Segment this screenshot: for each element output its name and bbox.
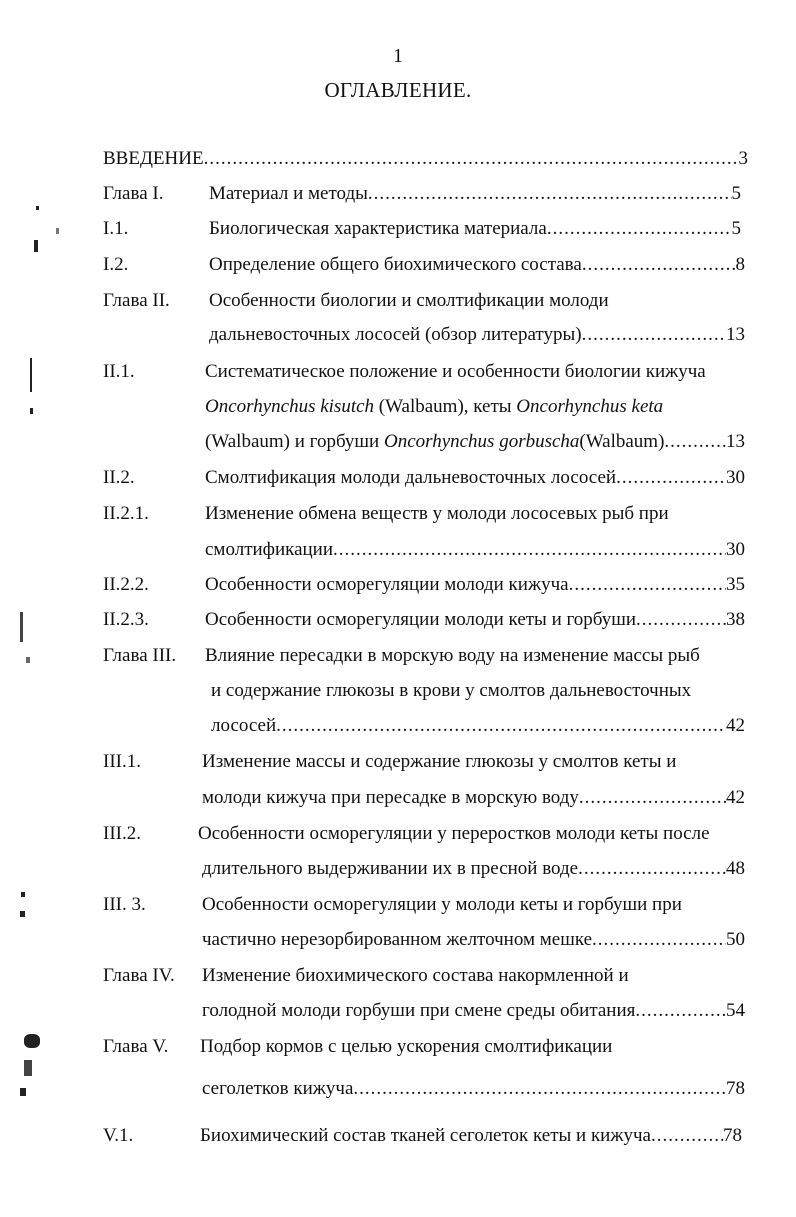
toc-entry-text-line3: [205, 429, 664, 455]
toc-page-number: 78: [726, 1078, 745, 1099]
toc-entry-text: Материал и методы: [209, 183, 368, 204]
leader-dots: [547, 216, 732, 242]
toc-entry-text: Систематическое положение и особенности биологии кижуча: [205, 361, 706, 382]
toc-entry-text: Подбор кормов с целью ускорения смолтификации: [200, 1036, 613, 1057]
leader-dots: [616, 465, 726, 491]
toc-entry-number: II.2.1.: [103, 503, 149, 524]
leader-dots: [636, 607, 726, 633]
leader-dots: [664, 429, 726, 455]
toc-entry-text: Особенности осморегуляции у молоди кеты и горбуши при: [202, 894, 682, 915]
toc-entry-text: Изменение массы и содержание глюкозы у смолтов кеты и: [202, 751, 677, 772]
toc-page-number: 3: [738, 148, 748, 169]
toc-entry-text: Определение общего биохимического состава: [209, 254, 582, 275]
toc-entry-text: Изменение биохимического состава накормленной и: [202, 965, 629, 986]
toc-page-number: 54: [726, 1000, 745, 1021]
species-name-kisutch: Oncorhynchus kisutch: [205, 396, 375, 417]
toc-entry-number: II.2.2.: [103, 574, 149, 595]
toc-entry-text-line2: сеголетков кижуча: [202, 1078, 354, 1099]
leader-dots: [578, 856, 726, 882]
leader-dots: [582, 252, 736, 278]
toc-page-number: 5: [731, 183, 741, 204]
leader-dots: [579, 785, 726, 811]
toc-entry-text-line3: лососей: [211, 715, 277, 736]
toc-page-number: 38: [726, 609, 745, 630]
toc-entry-number: V.1.: [103, 1125, 134, 1146]
toc-entry-text-line2: голодной молоди горбуши при смене среды обитания: [202, 1000, 636, 1021]
toc-entry-number: III. 3.: [103, 894, 146, 915]
toc-entry-number: Глава II.: [103, 290, 170, 311]
leader-dots: [651, 1123, 723, 1149]
toc-entry-text-line2: частично нерезорбированном желточном мешке: [202, 929, 593, 950]
leader-dots: [592, 927, 726, 953]
toc-entry-number: I.2.: [103, 254, 129, 275]
leader-dots: [333, 537, 726, 563]
toc-page-number: 42: [726, 787, 745, 808]
toc-entry-text-line2: дальневосточных лососей (обзор литературы): [209, 324, 582, 345]
toc-entry-number: Глава I.: [103, 183, 164, 204]
toc-entry-number: III.1.: [103, 751, 141, 772]
toc-entry-text: Смолтификация молоди дальневосточных лососей: [205, 467, 617, 488]
species-name-gorbuscha: Oncorhynchus gorbuscha: [383, 431, 580, 452]
toc-entry-number: I.1.: [103, 218, 129, 239]
toc-entry-text: Особенности осморегуляции молоди кижуча: [205, 574, 569, 595]
leader-dots: [569, 572, 726, 598]
toc-entry-number: Глава V.: [103, 1036, 169, 1057]
toc-page-number: 42: [726, 715, 745, 736]
toc-page-number: 30: [726, 467, 745, 488]
toc-entry-text: ВВЕДЕНИЕ: [103, 148, 204, 169]
toc-entry-text-line2: смолтификации: [205, 539, 334, 560]
toc-entry-text-line2: длительного выдерживании их в пресной воде: [202, 858, 579, 879]
toc-entry-number: II.2.: [103, 467, 135, 488]
leader-dots: [582, 322, 726, 348]
author-text: (Walbaum) и горбуши: [205, 431, 384, 452]
toc-entry-text: Биологическая характеристика материала: [209, 218, 547, 239]
toc-entry-number: II.1.: [103, 361, 135, 382]
leader-dots: [353, 1076, 726, 1102]
toc-page-number: 8: [735, 254, 745, 275]
toc-entry-text: Особенности осморегуляции молоди кеты и горбуши: [205, 609, 637, 630]
toc-entry-number: Глава III.: [103, 645, 177, 666]
toc-page-number: 78: [723, 1125, 742, 1146]
toc-entry-number: II.2.3.: [103, 609, 149, 630]
toc-page-number: 30: [726, 539, 745, 560]
toc-entry-text: Особенности биологии и смолтификации молоди: [209, 290, 609, 311]
author-text: (Walbaum), кеты: [374, 396, 517, 417]
toc-page-number: 35: [726, 574, 745, 595]
toc-page-number: 5: [731, 218, 741, 239]
species-name-keta: Oncorhynchus keta: [516, 396, 664, 417]
toc-entry-text: Влияние пересадки в морскую воду на изменение массы рыб: [205, 645, 700, 666]
page-title: ОГЛАВЛЕНИЕ.: [324, 78, 472, 102]
toc-entry-number: III.2.: [103, 823, 141, 844]
toc-entry-text-line2: и содержание глюкозы в крови у смолтов дальневосточных: [211, 680, 692, 701]
leader-dots: [204, 146, 739, 172]
toc-entry-text: Особенности осморегуляции у переростков молоди кеты после: [198, 823, 710, 844]
toc-page-number: 13: [726, 324, 745, 345]
toc-entry-number: Глава IV.: [103, 965, 175, 986]
toc-entry-text: Изменение обмена веществ у молоди лососевых рыб при: [205, 503, 669, 524]
toc-entry-text: Биохимический состав тканей сеголеток кеты и кижуча: [200, 1125, 651, 1146]
toc-entry-text-line2: [205, 394, 663, 420]
leader-dots: [368, 181, 732, 207]
toc-page-number: 50: [726, 929, 745, 950]
leader-dots: [276, 713, 726, 739]
toc-page-number: 48: [726, 858, 745, 879]
author-text: (Walbaum): [579, 431, 665, 452]
toc-entry-text-line2: молоди кижуча при пересадке в морскую воду: [202, 787, 579, 808]
leader-dots: [635, 998, 726, 1024]
toc-page-number: 13: [726, 431, 745, 452]
page-number: 1: [393, 45, 403, 67]
